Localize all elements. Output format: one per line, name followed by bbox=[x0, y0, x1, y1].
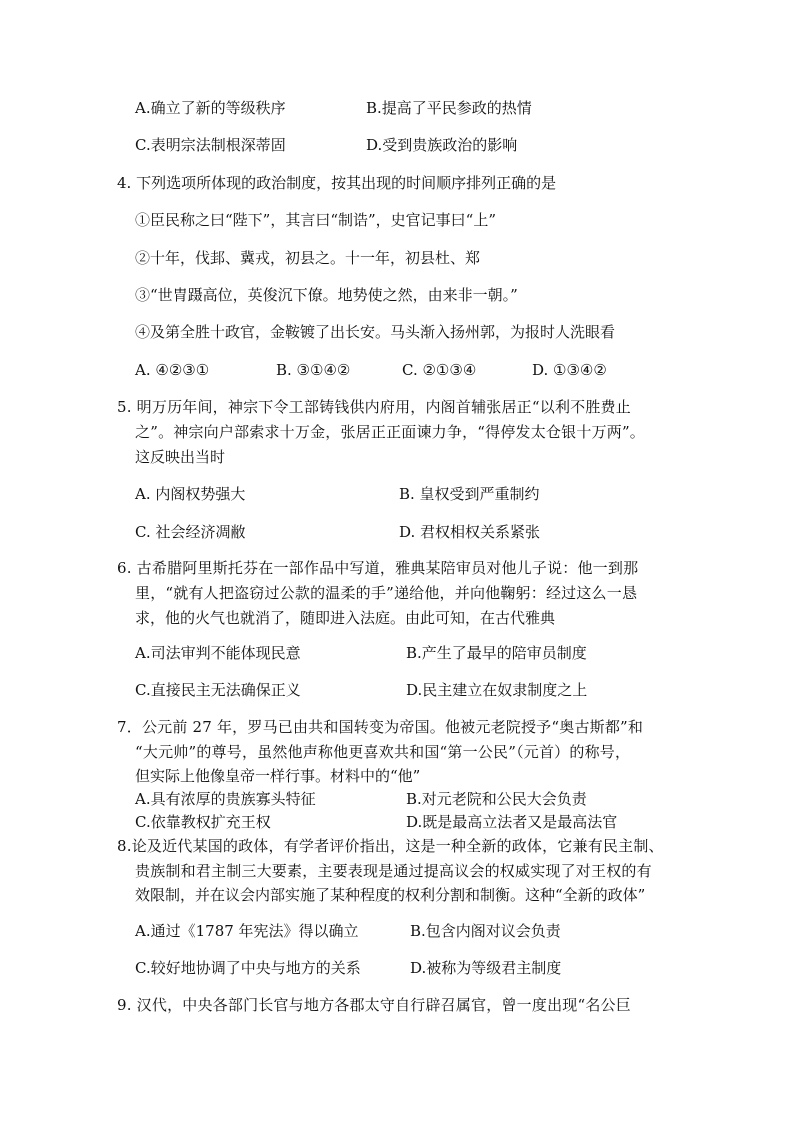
q8-option-c: C.较好地协调了中央与地方的关系 bbox=[135, 959, 361, 977]
q6-line-2: 里，“就有人把盗窃过公款的温柔的手”递给他，并向他鞠躬：经过这么一恳 bbox=[135, 584, 638, 602]
q5-option-b: B. 皇权受到严重制约 bbox=[399, 485, 540, 503]
q7-line-3: 但实际上他像皇帝一样行事。材料中的“他” bbox=[135, 767, 421, 785]
q7-option-b: B.对元老院和公民大会负责 bbox=[406, 790, 587, 808]
q7-option-d: D.既是最高立法者又是最高法官 bbox=[406, 813, 618, 831]
q7-line-2: “大元帅”的尊号，虽然他声称他更喜欢共和国“第一公民”（元首）的称号， bbox=[135, 743, 631, 761]
q8-line-1: 8.论及近代某国的政体，有学者评价指出，这是一种全新的政体，它兼有民主制、 bbox=[117, 837, 664, 855]
q5-option-c: C. 社会经济凋敝 bbox=[135, 523, 246, 541]
q7-option-c: C.依靠教权扩充王权 bbox=[135, 813, 271, 831]
q4-option-b: B. ③①④② bbox=[276, 361, 351, 379]
q8-line-2: 贵族制和君主制三大要素，主要表现是通过提高议会的权威实现了对王权的有 bbox=[135, 862, 652, 880]
q5-option-d: D. 君权相权关系紧张 bbox=[399, 523, 541, 541]
q6-line-1: 6. 古希腊阿里斯托芬在一部作品中写道，雅典某陪审员对他儿子说：他一到那 bbox=[117, 559, 639, 577]
q5-line-2: 之”。神宗向户部索求十万金，张居正正面谏力争，“得停发太仓银十万两”。 bbox=[135, 423, 646, 441]
q4-option-d: D. ①③④② bbox=[532, 361, 607, 379]
q7-option-a: A.具有浓厚的贵族寡头特征 bbox=[135, 790, 316, 808]
q9-line-1: 9. 汉代，中央各部门长官与地方各郡太守自行辟召属官，曾一度出现“名公巨 bbox=[117, 996, 631, 1014]
q6-option-b: B.产生了最早的陪审员制度 bbox=[406, 644, 587, 662]
q6-option-d: D.民主建立在奴隶制度之上 bbox=[406, 681, 588, 699]
q4-item-2: ②十年，伐邽、冀戎，初县之。十一年，初县杜、郑 bbox=[135, 249, 481, 267]
q8-option-b: B.包含内阁对议会负责 bbox=[410, 922, 561, 940]
q4-stem: 4. 下列选项所体现的政治制度，按其出现的时间顺序排列正确的是 bbox=[117, 174, 557, 192]
q5-option-a: A. 内阁权势强大 bbox=[135, 485, 246, 503]
q8-line-3: 效限制，并在议会内部实施了某种程度的权利分割和制衡。这种“全新的政体” bbox=[135, 886, 646, 904]
q4-item-3: ③“世胄蹑高位，英俊沉下僚。地势使之然，由来非一朝。” bbox=[135, 286, 518, 304]
q4-option-a: A. ④②③① bbox=[135, 361, 210, 379]
q8-option-d: D.被称为等级君主制度 bbox=[410, 959, 562, 977]
q3-option-a: A.确立了新的等级秩序 bbox=[135, 99, 286, 117]
q4-item-1: ①臣民称之曰“陛下”，其言曰“制诰”，史官记事曰“上” bbox=[135, 211, 497, 229]
q5-line-3: 这反映出当时 bbox=[135, 448, 226, 466]
q4-item-4: ④及第全胜十政官，金鞍镀了出长安。马头渐入扬州郭，为报时人洗眼看 bbox=[135, 323, 616, 341]
q8-option-a: A.通过《1787 年宪法》得以确立 bbox=[135, 922, 359, 940]
q5-line-1: 5. 明万历年间，神宗下令工部铸钱供内府用，内阁首辅张居正“以利不胜费止 bbox=[117, 398, 631, 416]
q3-option-c: C.表明宗法制根深蒂固 bbox=[135, 136, 286, 154]
q3-option-d: D.受到贵族政治的影响 bbox=[366, 136, 518, 154]
q6-option-a: A.司法审判不能体现民意 bbox=[135, 644, 301, 662]
q6-option-c: C.直接民主无法确保正义 bbox=[135, 681, 301, 699]
q6-line-3: 求，他的火气也就消了，随即进入法庭。由此可知，在古代雅典 bbox=[135, 609, 556, 627]
q7-line-1: 7．公元前 27 年，罗马已由共和国转变为帝国。他被元老院授予“奥古斯都”和 bbox=[117, 718, 644, 736]
q4-option-c: C. ②①③④ bbox=[402, 361, 477, 379]
q3-option-b: B.提高了平民参政的热情 bbox=[366, 99, 532, 117]
